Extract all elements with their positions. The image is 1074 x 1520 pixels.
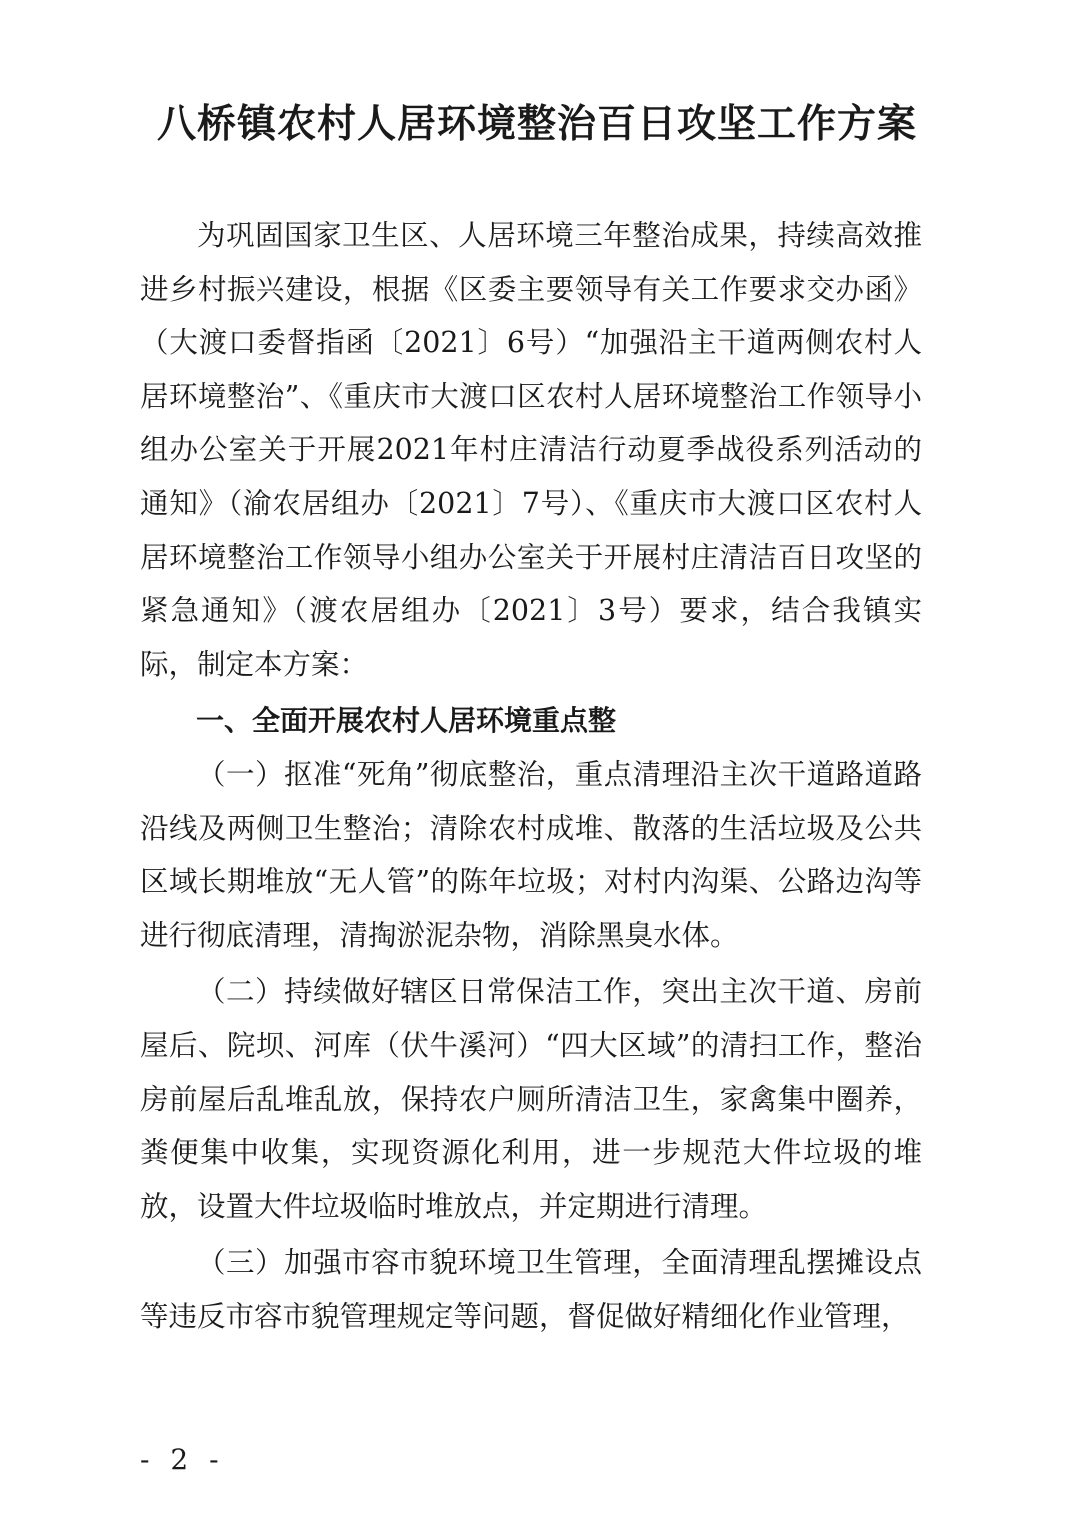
intro-paragraph: 为巩固国家卫生区、人居环境三年整治成果，持续高效推进乡村振兴建设，根据《区委主要领导有关工作要求交办函》（大渡口委督指函〔2021〕6号）“加强沿主干道两侧农村人居环境整治”、《重庆市大渡口区农村人居环境整治工作领导小组办公室关于开展2021年村庄清洁行动夏季战役系列活动的通知》（渝农居组办〔2021〕7号）、《重庆市大渡口区农村人居环境整治工作领导小组办公室关于开展村庄清洁百日攻坚的紧急通知》（渡农居组办〔2021〕3号）要求，结合我镇实际，制定本方案： [140,219,922,681]
document-title: 八桥镇农村人居环境整治百日攻坚工作方案 [156,101,917,147]
section-heading: 一、全面开展农村人居环境重点整 [196,704,617,738]
item-two-paragraph: （二）持续做好辖区日常保洁工作，突出主次干道、房前屋后、院坝、河库（伏牛溪河）“四大区域”的清扫工作，整治房前屋后乱堆乱放，保持农户厕所清洁卫生，家禽集中圈养，粪便集中收集，实现资源化利用，进一步规范大件垃圾的堆放，设置大件垃圾临时堆放点，并定期进行清理。 [140,975,922,1223]
page-number: - 2 - [140,1443,225,1476]
document-body [140,209,922,1343]
item-three-paragraph: （三）加强市容市貌环境卫生管理，全面清理乱摆摊设点等违反市容市貌管理规定等问题，督促做好精细化作业管理， [140,1246,922,1333]
item-one-paragraph: （一）抠准“死角”彻底整治，重点清理沿主次干道路道路沿线及两侧卫生整治；清除农村成堆、散落的生活垃圾及公共区域长期堆放“无人管”的陈年垃圾；对村内沟渠、公路边沟等进行彻底清理，清掏淤泥杂物，消除黑臭水体。 [140,757,922,952]
